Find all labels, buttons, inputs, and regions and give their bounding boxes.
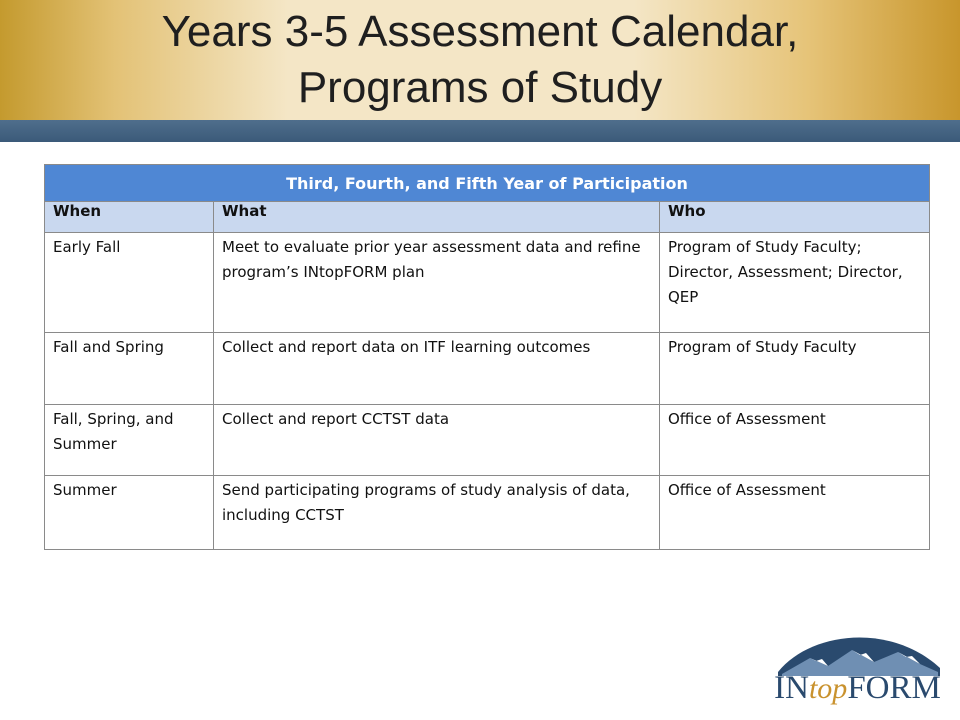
table-row	[45, 405, 930, 476]
table-row	[45, 333, 930, 405]
cell-when: Fall and Spring	[45, 333, 214, 405]
header-stripe	[0, 120, 960, 142]
assessment-calendar-table	[44, 164, 930, 550]
cell-what: Meet to evaluate prior year assessment data and refine program’s INtopFORM plan	[214, 233, 660, 333]
column-header-row	[45, 202, 930, 233]
cell-when: Early Fall	[45, 233, 214, 333]
slide-title-line-1: Years 3-5 Assessment Calendar,	[161, 7, 799, 56]
column-header-when: When	[45, 202, 214, 233]
cell-when: Summer	[45, 476, 214, 550]
logo-word-in: IN	[774, 670, 809, 706]
slide-title	[0, 4, 960, 116]
logo-word-form: FORM	[847, 670, 941, 706]
cell-who: Office of Assessment	[660, 405, 930, 476]
slide-title-line-2: Programs of Study	[297, 63, 663, 112]
cell-who: Program of Study Faculty; Director, Assessment; Director, QEP	[660, 233, 930, 333]
table-banner: Third, Fourth, and Fifth Year of Participation	[45, 165, 930, 202]
logo-word-top: top	[808, 672, 848, 705]
cell-who: Office of Assessment	[660, 476, 930, 550]
cell-what: Send participating programs of study analysis of data, including CCTST	[214, 476, 660, 550]
intopform-logo	[770, 628, 945, 714]
column-header-who: Who	[660, 202, 930, 233]
cell-what: Collect and report data on ITF learning outcomes	[214, 333, 660, 405]
logo-wordmark	[770, 670, 945, 707]
mountain-logo-icon	[770, 628, 945, 676]
cell-what: Collect and report CCTST data	[214, 405, 660, 476]
table-row	[45, 476, 930, 550]
table-row	[45, 233, 930, 333]
cell-when: Fall, Spring, and Summer	[45, 405, 214, 476]
cell-who: Program of Study Faculty	[660, 333, 930, 405]
column-header-what: What	[214, 202, 660, 233]
